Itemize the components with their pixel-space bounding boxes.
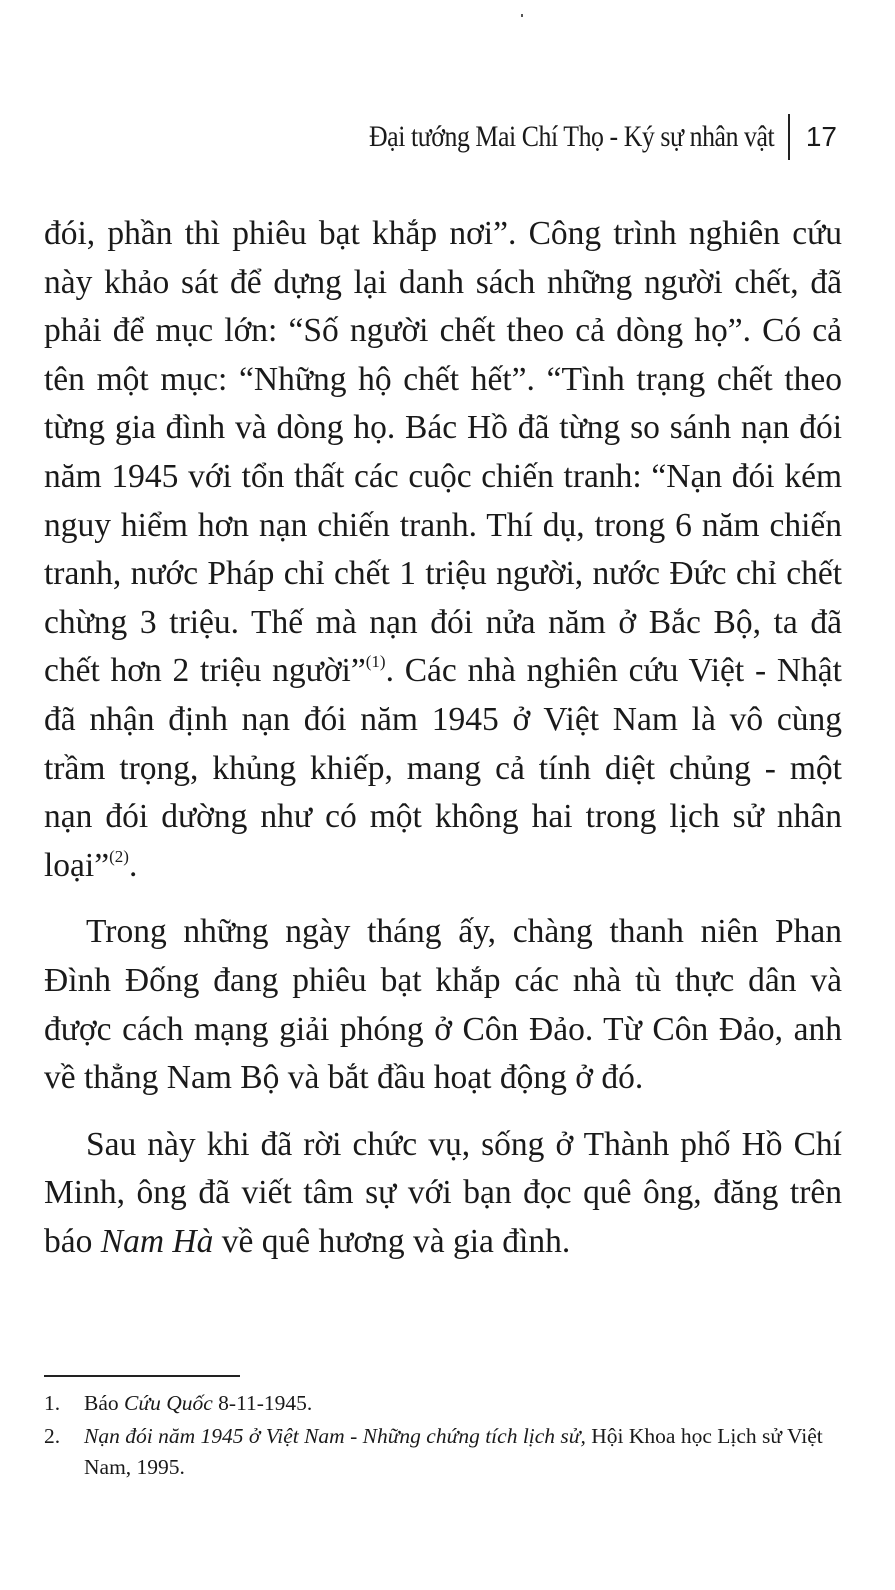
footnote-1-number: 1.	[44, 1391, 61, 1415]
footnote-2-after: Hội Khoa học Lịch sử Việt Nam, 1995.	[84, 1424, 823, 1479]
footnote-1-before: Báo	[84, 1391, 125, 1415]
paragraph-2: Trong những ngày tháng ấy, chàng thanh niên Phan Đình Đống đang phiêu bạt khắp các nhà tù thực dân và được cách mạng giải phóng ở Côn Đảo. Từ Côn Đảo, anh về thẳng Nam Bộ và bắt đầu hoạt động ở đó.	[44, 913, 842, 1097]
paragraph-1	[44, 210, 842, 890]
paragraph-1-text-b: . Các nhà nghiên cứu Việt - Nhật đã nhận định nạn đói năm 1945 ở Việt Nam là vô cùng trầm trọng, khủng khiếp, mang cả tính diệt chủng - một nạn đói dường như có một không hai trong lịch sử nhân loại”	[44, 652, 842, 884]
footnote-1	[44, 1388, 844, 1419]
body-text	[44, 210, 842, 1284]
footnote-1-text	[84, 1388, 844, 1419]
running-title: Đại tướng Mai Chí Thọ - Ký sự nhân vật	[368, 120, 774, 153]
footnote-ref-2: (2)	[109, 846, 129, 866]
newspaper-title: Nam Hà	[100, 1222, 214, 1260]
paragraph-3-text-b: về quê hương và gia đình.	[213, 1222, 571, 1260]
footnote-separator	[44, 1375, 240, 1377]
scan-speck	[521, 14, 523, 17]
footnote-1-italic: Cứu Quốc	[124, 1391, 213, 1415]
footnote-2	[44, 1421, 844, 1483]
header-divider	[788, 114, 790, 160]
footnote-2-italic: Nạn đói năm 1945 ở Việt Nam - Những chứng tích lịch sử,	[84, 1424, 586, 1448]
paragraph-1-text-a: đói, phần thì phiêu bạt khắp nơi”. Công trình nghiên cứu này khảo sát để dựng lại danh sách những người chết, đã phải để mục lớn: “Số người chết theo cả dòng họ”. Có cả tên một mục: “Những hộ chết hết”. “Tình trạng chết theo từng gia đình và dòng họ. Bác Hồ đã từng so sánh nạn đói năm 1945 với tổn thất các cuộc chiến tranh: “Nạn đói kém nguy hiểm hơn nạn chiến tranh. Thí dụ, trong 6 năm chiến tranh, nước Pháp chỉ chết 1 triệu người, nước Đức chỉ chết chừng 3 triệu. Thế mà nạn đói nửa năm ở Bắc Bộ, ta đã chết hơn 2 triệu người”	[44, 215, 842, 690]
footnote-1-after: 8-11-1945.	[212, 1391, 313, 1415]
paragraph-3	[44, 1121, 842, 1267]
footnotes	[44, 1388, 844, 1485]
footnote-2-number: 2.	[44, 1424, 61, 1448]
footnote-2-text	[84, 1421, 844, 1483]
paragraph-3-text-a: Sau này khi đã rời chức vụ, sống ở Thành phố Hồ Chí Minh, ông đã viết tâm sự với bạn đọc quê ông, đăng trên báo	[44, 1125, 842, 1260]
page-number: 17	[805, 121, 837, 152]
paragraph-1-text-c: .	[128, 846, 138, 884]
running-header	[303, 112, 837, 162]
footnote-ref-1: (1)	[365, 652, 386, 672]
